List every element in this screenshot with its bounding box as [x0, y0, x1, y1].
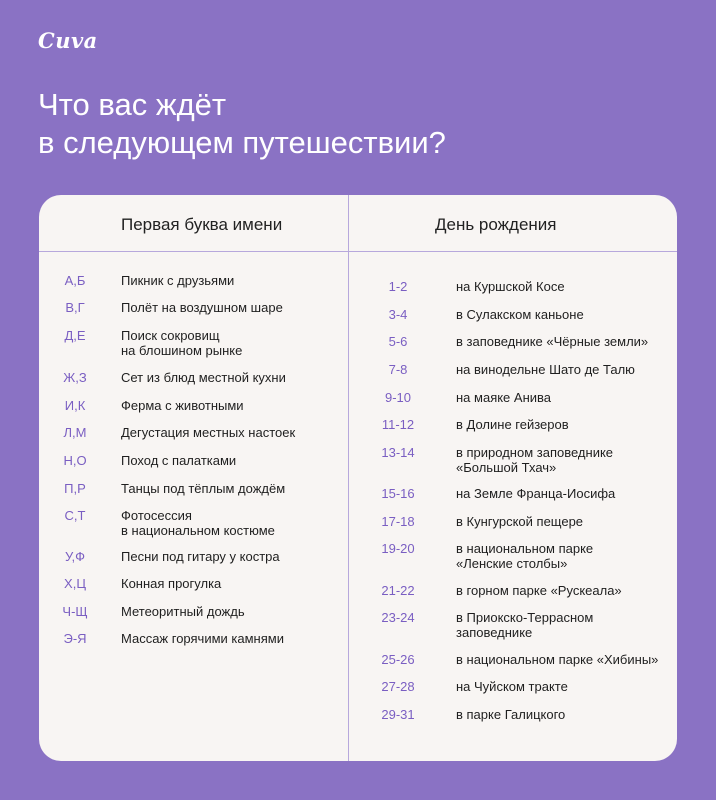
dates-key: 17-18 [381, 514, 415, 529]
dates-key: 3-4 [388, 307, 408, 322]
dates-key: 27-28 [381, 679, 415, 694]
dates-row [39, 362, 677, 377]
dates-row [39, 445, 677, 475]
dates-text: в парке Галицкого [456, 707, 566, 722]
dates-key: 19-20 [381, 541, 415, 556]
dates-row [39, 390, 677, 405]
dates-row [39, 652, 677, 667]
letters-text: Поход с палатками [121, 453, 237, 468]
dates-text: на Куршской Косе [456, 279, 565, 294]
dates-key: 7-8 [388, 362, 408, 377]
dates-row [39, 279, 677, 294]
dates-text: в Сулакском каньоне [456, 307, 584, 322]
dates-row [39, 583, 677, 598]
dates-key: 23-24 [381, 610, 415, 625]
dates-row [39, 707, 677, 722]
dates-row [39, 514, 677, 529]
letters-text: Ферма с животными [121, 398, 244, 413]
letters-key: Л,М [63, 425, 87, 440]
dates-key: 15-16 [381, 486, 415, 501]
dates-text: в горном парке «Рускеала» [456, 583, 622, 598]
letters-text: Полёт на воздушном шаре [121, 300, 283, 315]
letters-key: У,Ф [64, 549, 86, 564]
dates-text: в Долине гейзеров [456, 417, 569, 432]
title-line-2: в следующем путешествии? [38, 125, 446, 160]
letters-key: А,Б [64, 273, 86, 288]
letters-key: Д,Е [64, 328, 86, 343]
dates-key: 11-12 [381, 417, 415, 432]
letters-text: Метеоритный дождь [121, 604, 245, 619]
letters-text: Дегустация местных настоек [121, 425, 296, 440]
dates-text: на Чуйском тракте [456, 679, 568, 694]
letters-key: Э-Я [63, 631, 87, 646]
dates-text: на Земле Франца-Иосифа [456, 486, 616, 501]
dates-row [39, 679, 677, 694]
letters-key: Ж,З [63, 370, 87, 385]
dates-row [39, 486, 677, 501]
right-column-header: День рождения [435, 215, 557, 234]
dates-row [39, 541, 677, 571]
dates-text: на маяке Анива [456, 390, 552, 405]
letters-text: Сет из блюд местной кухни [121, 370, 286, 385]
letters-text: Фотосессия в национальном костюме [121, 508, 275, 538]
dates-row [39, 417, 677, 432]
letters-text: Танцы под тёплым дождём [121, 481, 286, 496]
letters-key: И,К [64, 398, 86, 413]
header-divider [39, 251, 677, 252]
dates-text: в природном заповеднике «Большой Тхач» [456, 445, 614, 475]
letters-key: П,Р [64, 481, 86, 496]
dates-text: в заповеднике «Чёрные земли» [456, 334, 649, 349]
letters-text: Поиск сокровищ на блошином рынке [121, 328, 243, 358]
left-column-header: Первая буква имени [121, 215, 283, 234]
title-line-1: Что вас ждёт [38, 87, 227, 122]
dates-text: в национальном парке «Ленские столбы» [456, 541, 594, 571]
lookup-table [39, 195, 677, 761]
dates-key: 1-2 [388, 279, 408, 294]
dates-row [39, 307, 677, 322]
dates-text: на винодельне Шато де Талю [456, 362, 635, 377]
dates-text: в Приокско-Террасном заповеднике [456, 610, 594, 640]
letters-key: В,Г [65, 300, 85, 315]
dates-key: 9-10 [384, 390, 412, 405]
letters-key: С,Т [64, 508, 86, 523]
dates-key: 5-6 [388, 334, 408, 349]
dates-key: 25-26 [381, 652, 415, 667]
page-title [38, 86, 678, 162]
dates-key: 13-14 [381, 445, 415, 460]
letters-key: Ч-Щ [62, 604, 88, 619]
letters-text: Конная прогулка [121, 576, 222, 591]
letters-key: Х,Ц [64, 576, 86, 591]
dates-text: в национальном парке «Хибины» [456, 652, 659, 667]
brand-logo: Cuva [38, 28, 98, 53]
dates-key: 21-22 [381, 583, 415, 598]
dates-key: 29-31 [381, 707, 415, 722]
dates-row [39, 610, 677, 640]
letters-text: Песни под гитару у костра [121, 549, 280, 564]
letters-text: Пикник с друзьями [121, 273, 235, 288]
letters-key: Н,О [63, 453, 87, 468]
dates-row [39, 334, 677, 349]
letters-text: Массаж горячими камнями [121, 631, 284, 646]
dates-text: в Кунгурской пещере [456, 514, 584, 529]
